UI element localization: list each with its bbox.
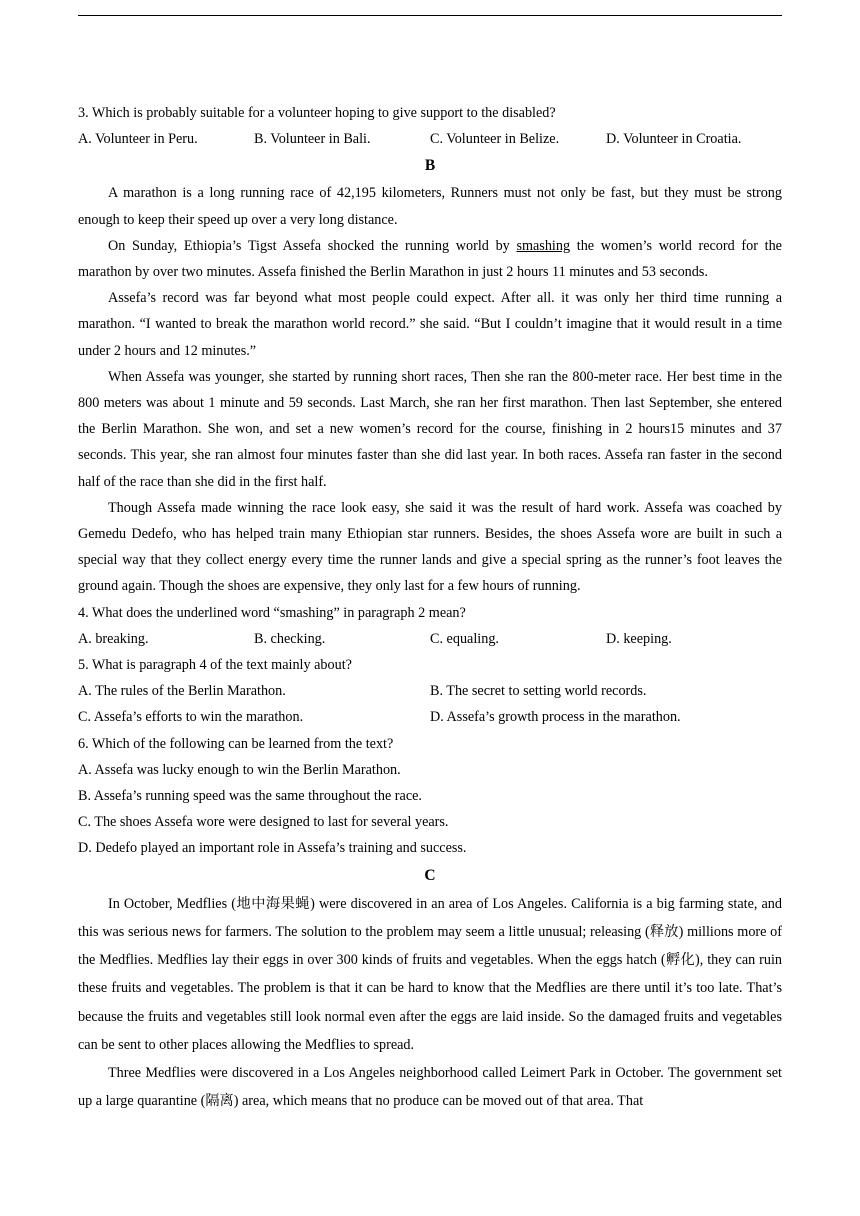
section-c-heading: C — [424, 866, 436, 884]
question-5-options-row-2 — [78, 704, 782, 730]
option-c: C. The shoes Assefa wore were designed to last for several years. — [78, 814, 449, 831]
section-c-paragraph-2: Three Medflies were discovered in a Los Angeles neighborhood called Leimert Park in October. The government set up a large quarantine (隔离) area, which means that no produce can be moved out of that area. That — [78, 1064, 782, 1110]
question-3-options — [78, 126, 782, 152]
option-a: A. The rules of the Berlin Marathon. — [78, 683, 286, 700]
section-b-paragraph-3: Assefa’s record was far beyond what most people could expect. After all. it was only her third time running a marathon. “I wanted to break the marathon world record.” she said. “But I couldn’t imagine that it would result in a time under 2 hours and 12 minutes.” — [78, 290, 782, 359]
option-b: B. The secret to setting world records. — [430, 683, 647, 700]
option-c: C. Volunteer in Belize. — [430, 131, 560, 148]
option-a: A. Volunteer in Peru. — [78, 131, 198, 148]
question-4-options — [78, 626, 782, 652]
question-6: 6. Which of the following can be learned from the text? — [78, 735, 394, 752]
option-d: D. Assefa’s growth process in the marathon. — [430, 709, 681, 726]
header-rule — [78, 15, 782, 16]
paragraph-2-text: On Sunday, Ethiopia’s Tigst Assefa shocked the running world by — [108, 237, 517, 254]
section-b-heading: B — [424, 157, 436, 175]
option-b: B. Assefa’s running speed was the same throughout the race. — [78, 788, 422, 805]
option-c: C. equaling. — [430, 630, 499, 647]
question-4: 4. What does the underlined word “smashing” in paragraph 2 mean? — [78, 604, 466, 621]
option-d: D. Dedefo played an important role in Assefa’s training and success. — [78, 840, 467, 857]
exam-page — [78, 100, 782, 1115]
option-a: A. breaking. — [78, 630, 149, 647]
section-b-paragraph-1: A marathon is a long running race of 42,195 kilometers, Runners must not only be fast, but they must be strong enough to keep their speed up over a very long distance. — [78, 185, 782, 228]
paragraph-2-text-rest: the women’s world record for the marathon by over two minutes. Assefa finished the Berlin Marathon in just 2 hours 11 minutes and 53 seconds. — [78, 237, 782, 281]
option-d: D. Volunteer in Croatia. — [606, 131, 742, 148]
option-b: B. checking. — [254, 630, 326, 647]
section-c-paragraph-1: In October, Medflies (地中海果蝇) were discovered in an area of Los Angeles. California is a big farming state, and this was serious news for farmers. The solution to the problem may seem a little unusual; releasing (释放) millions more of the Medflies. Medflies lay their eggs in over 300 kinds of fruits and vegetables. When the eggs hatch (孵化), they can ruin these fruits and vegetables. The problem is that it can be hard to know that the Medflies are there until it’s too late. That’s because the fruits and vegetables still look normal even after the eggs are laid inside. So the damaged fruits and vegetables can be sent to other places allowing the Medflies to spread. — [78, 895, 782, 1053]
question-5-options-row-1 — [78, 678, 782, 704]
option-c: C. Assefa’s efforts to win the marathon. — [78, 709, 304, 726]
option-a: A. Assefa was lucky enough to win the Berlin Marathon. — [78, 761, 401, 778]
question-5: 5. What is paragraph 4 of the text mainly about? — [78, 657, 352, 674]
section-b-paragraph-2 — [78, 233, 782, 285]
underlined-word: smashing — [516, 237, 571, 254]
section-b-paragraph-4: When Assefa was younger, she started by running short races, Then she ran the 800-meter race. Her best time in the 800 meters was about 1 minute and 59 seconds. Last March, she ran her first marathon. Then last September, she entered the Berlin Marathon. She won, and set a new women’s record for the course, finishing in 2 hours15 minutes and 37 seconds. This year, she ran almost four minutes faster than she did last year. In both races. Assefa ran faster in the second half of the race than she did in the first half. — [78, 368, 782, 490]
option-b: B. Volunteer in Bali. — [254, 131, 371, 148]
question-3: 3. Which is probably suitable for a volunteer hoping to give support to the disabled? — [78, 105, 556, 121]
section-b-paragraph-5: Though Assefa made winning the race look easy, she said it was the result of hard work. Assefa was coached by Gemedu Dedefo, who has helped train many Ethiopian star runners. Besides, the shoes Assefa wore are built in such a special way that they collect energy every time the runner lands and give a special spring as the runner’s foot leaves the ground again. Though the shoes are expensive, they only last for a few hours of running. — [78, 499, 782, 595]
option-d: D. keeping. — [606, 630, 672, 647]
